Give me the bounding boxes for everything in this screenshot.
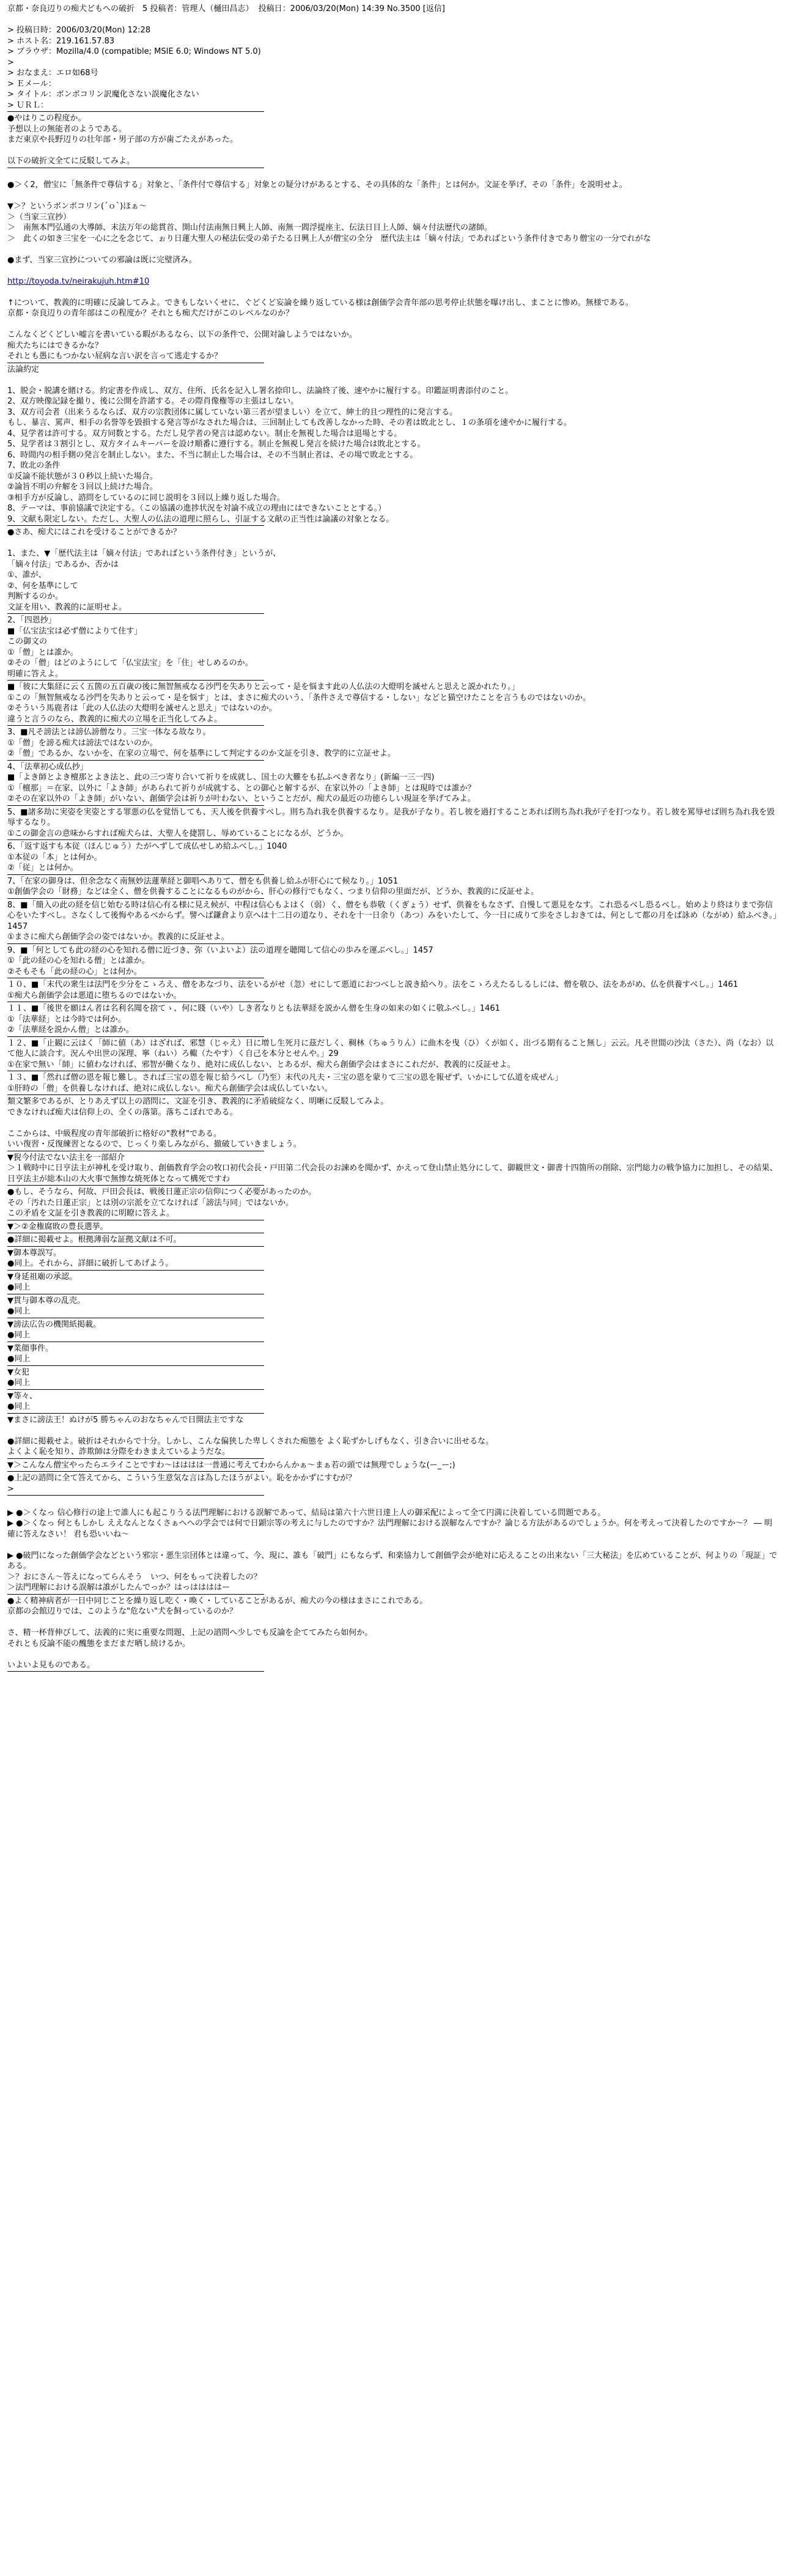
text-line [7, 191, 779, 202]
quote-line: > ブラウザ：Mozilla/4.0 (compatible; MSIE 6.0; Windows NT 5.0) [7, 47, 261, 56]
text-line: ＞１戦時中に日亨法主が神札を受け取り、創価教育学会の牧口初代会長・戸田第二代会長のお諫めを聞かず、かえって登山禁止処分にして、御観世文・御書十四箇所の削除、宗門総力の戦争協力に加担し、その結果、日亨法主が総本山の大火事で無惨な焼死体となって構死ですわ [7, 1164, 778, 1184]
text-line [7, 375, 779, 386]
text-line: ＞法門理解における誤解は誰がしたんでっか？はっははははー [7, 1583, 230, 1592]
post-section [7, 841, 779, 874]
text-line: ▶ ●＞くなっ 何ともしかし ええなんとなくさぁへへの学会では何で日顕宗等の考えに与したのですか？法門理解における誤解なんですか？論じる方法があるのでしょうか。何を考えって決着したのですか～？ ― 明確に答えなさい！ 君も恐いいね～ [7, 1519, 773, 1539]
text-line [7, 146, 779, 157]
text-line [7, 169, 779, 180]
quote-line: > ＵＲＬ： [7, 100, 49, 110]
text-line [7, 1425, 779, 1436]
text-line: ●さあ、痴犬にはこれを受けることができるか？ [7, 528, 181, 537]
text-line: ▼貫与御本尊の乱売。 [7, 1296, 85, 1305]
text-line: ●詳細に掲載せよ。根拠薄弱な証拠文献は不可。 [7, 1235, 182, 1244]
section-divider [7, 898, 264, 899]
post-section [7, 762, 779, 805]
post-section [7, 1096, 779, 1150]
section-divider [7, 525, 264, 526]
text-line: ●＞く2，僧宝に「無条件で尊信する」対象と、「条件付で尊信する」対象との疑分けがあるとする、その具体的な「条件」とは何か。文証を挙げ、その「条件」を説明せよ。 [7, 180, 627, 190]
quote-line: > Ｅメール： [7, 79, 56, 89]
text-line: ▼＞②金権腐敗の豊長選挙。 [7, 1222, 108, 1231]
reference-link-line [7, 276, 779, 287]
text-line: １３、■「然れば僧の恩を報じ難し。されば三宝の恩を報じ給うべし（乃至）末代の凡夫・三宝の恩を蒙りて三宝の恩を報ぜず、いかにして仏道を成ぜん」 [7, 1073, 563, 1082]
text-line: それとも反論不能の醜態をまだまだ晒し続けるか。 [7, 1639, 191, 1648]
text-line [7, 1649, 779, 1660]
text-line: ●同上。それから、詳細に破折してあげよう。 [7, 1259, 174, 1268]
section-divider [7, 805, 264, 806]
post-section [7, 1072, 779, 1094]
text-line: ①「法華経」とは今時では何か。 [7, 1014, 126, 1024]
text-line: ▼等々、 [7, 1391, 37, 1401]
text-line: ②そういう馬鹿者は「此の人仏法の大燈明を滅せんと思え」ではないのか。 [7, 704, 277, 713]
post-section [7, 727, 779, 759]
text-line: それとも愚にもつかない屁病な言い訳を言って逃走するか？ [7, 352, 223, 361]
text-line: １０、■「末代の衆生は法門を少分をこゝろえ、僧をあなづり、法をいるがせ（忽）せにして悪道におつべしと説き給へり。法をこゝろえたるしるしには、僧を敬ひ、法をあがめ、仏を供養すべし。」1461 [7, 980, 739, 989]
text-line: 京都・奈良辺りの青年部はこの程度か？それとも痴犬だけがこのレベルなのか？ [7, 309, 294, 318]
post-section [7, 1596, 779, 1671]
text-line [7, 1617, 779, 1628]
text-line: 予想以上の無能者のようである。 [7, 124, 127, 134]
text-line: 8、テーマは、事前協議で決定する。（この協議の進捗状況を対論不成立の理由にはできないこととする。） [7, 504, 386, 513]
text-line: ＞（当家三宣抄） [7, 212, 72, 222]
text-line: ▼＞こんなん僧宝やったらエライことですわ～はははは一普通に考えてわからんかぁ～まぁ若の頭では無理でしょうな(ー_ー;) [7, 1460, 455, 1470]
text-line: 9、文献も限定しない。ただし、大聖人の仏法の道理に照らし、引証する文献の正当性は論議の対象となる。 [7, 514, 394, 524]
section-divider [7, 1246, 264, 1247]
text-line: ▼＞？というボンボコリン(´ｏ`)ほぁ～ [7, 202, 147, 211]
text-line: ●まず、当家三宣抄についての邪論は既に完璧済み。 [7, 255, 197, 265]
text-line: ①この「無智無戒なる沙門を失ありと云って・是を悩す」とは、まさに痴犬のいう、「条件さえで尊信する・しない」などと猫空けたことを言うものではないのか。 [7, 693, 591, 703]
post-section [7, 1319, 779, 1341]
blank-line [7, 15, 779, 26]
text-line: ここからは、中級程度の青年部破折に格好の"教材"である。 [7, 1129, 221, 1139]
text-line: ■「仏宝法宝は必ず僧によりて住す」 [7, 626, 142, 636]
post-section [7, 900, 779, 943]
section-divider [7, 1413, 264, 1414]
text-line: 4、「法華初心成仏抄」 [7, 762, 88, 772]
post-section [7, 1038, 779, 1071]
text-line: 2、双方映像記録を撮り、後に公開を許諾する。その際肖像権等の主張はしない。 [7, 397, 299, 406]
text-line: 7、「在家の御身は、但余念なく南無妙法蓮華経と御唱へありて、僧をも供養し給ふが肝心にて候なり。」1051 [7, 876, 399, 886]
section-divider [7, 760, 264, 761]
text-line: ●同上 [7, 1354, 31, 1364]
post-section [7, 980, 779, 1001]
text-line: ②その在家以外の「よき師」がいない、創価学会は祈りが叶わない、ということだが、痴犬の最近の功徳らしい現証を挙げてみよ。 [7, 794, 476, 803]
text-line: さ、精一杯背伸びして、法義的に実に重要な問題、上記の諮問へ少しでも反論を企ててみたら如何か。 [7, 1628, 373, 1637]
text-line: できなければ痴犬は信仰上の、全くの落第。落ちこぼれである。 [7, 1107, 238, 1117]
post-section [7, 1391, 779, 1412]
quote-line: > ホスト名：219.161.57.83 [7, 36, 115, 46]
text-line: ▶ ●破門になった創価学会などという邪宗・悪生宗団体とは違って、今、現に、誰も「破門」にもならず、和楽協力して創価学会が絶対に応えることの出来ない「三大秘法」を広めていることが、何よりの「現証」である。 [7, 1551, 778, 1571]
text-line [7, 1118, 779, 1129]
text-line: ▼謗法広告の機関紙掲載。 [7, 1319, 101, 1329]
text-line: ●詳細に掲載せよ。破折はそれからで十分。しかし、こんな偏狭した卑しくされた痴態を よく恥ずかしげもなく、引き合いに出せるな。 [7, 1436, 494, 1446]
section-divider [7, 111, 264, 112]
text-line: この矛盾を文証を引き教義的に明瞭に答えよ。 [7, 1209, 175, 1218]
text-line: ▼猊今付法でない法主を一部紹介 [7, 1153, 125, 1162]
post-section [7, 876, 779, 898]
text-line: ①、誰が、 [7, 570, 46, 580]
section-divider [7, 1365, 264, 1366]
text-line [7, 538, 779, 549]
section-divider [7, 1270, 264, 1271]
section-divider [7, 1185, 264, 1186]
post-header: 京都・奈良辺りの痴犬どもへの破折 5 投稿者：管理人（樋田昌志） 投稿日：2006/03/20(Mon) 14:39 No.3500 [返信] [7, 4, 445, 13]
text-line: ①本従の「本」とは何か。 [7, 852, 102, 862]
text-line: こんなくどくどしい嘘言を書いている暇があるなら、以下の条件で、公開対論しようではないか。 [7, 330, 357, 339]
post-section [7, 1003, 779, 1036]
section-divider [7, 725, 264, 726]
text-line [7, 1540, 779, 1551]
text-line: ①「此の経の心を知れる僧」とは誰か。 [7, 956, 150, 965]
section-divider [7, 1471, 264, 1472]
text-line: ●同上 [7, 1378, 31, 1387]
text-line: いい復習・反復練習となるので、じっくり楽しみながら、撤破していきましょう。 [7, 1140, 301, 1149]
text-line: > [7, 1484, 14, 1494]
text-line: ▼まさに謗法王！ぬけが5 勝ちゃんのおなちゃんで日開法主ですな [7, 1415, 244, 1425]
post-section [7, 527, 779, 613]
text-line: もし、暴言、罵声、相手の名誉等を毀損する発言等がなされた場合は、三回制止しても改善しなかった時、その者は敗北とし、１の条項を速やかに履行する。 [7, 418, 572, 427]
text-line: １１、■「後世を願はん者は名利名聞を捨てゝ、何に賤（いや）しき者なりとも法華経を説かん僧を生身の如来の如くに敬ふべし。」1461 [7, 1004, 500, 1013]
text-line [7, 319, 779, 330]
text-line: ②、何を基準にして [7, 581, 78, 591]
text-line: ▼業顔事件。 [7, 1343, 53, 1353]
text-line: ●上記の諮問に全て答えてから、こういう生意気な言は為したほうがよい。恥をかかずにすむが？ [7, 1474, 356, 1483]
post-section [7, 1460, 779, 1471]
text-line [7, 1497, 779, 1508]
text-line: 9、■「何としても此の経の心を知れる僧に近づき、弥（いよいよ）法の道理を聴聞して信心の歩みを運ぶべし。」1457 [7, 945, 433, 955]
post-section [7, 1497, 779, 1593]
section-divider [7, 1458, 264, 1459]
text-line: ①「檀那」＝在家、以外に「よき師」があられて祈りが成就する、との御心と解するが、在家以外の「よき師」とは現時では誰か？ [7, 783, 476, 793]
text-line: ①「僧」とは誰か。 [7, 648, 78, 657]
text-line [7, 287, 779, 298]
text-line: 5、見学者は３割引とし、双方タイムキーパーを設け順番に遵行する。制止を無視し発言を続けた場合は敗北とする。 [7, 440, 426, 449]
text-line: ●もし、そうなら、何故、戸田会長は、戦後日蓮正宗の信仰につく必要があったのか。 [7, 1187, 316, 1197]
text-line: ①「僧」を謗る痴犬は謗法ではないのか。 [7, 738, 158, 748]
post-section [7, 1222, 779, 1233]
section-divider [7, 1594, 264, 1595]
text-line: ①この御金言の意味からすれば痴犬らは、大聖人を捷罰し、辱めていることになるが、どうか。 [7, 829, 348, 838]
post-section [7, 364, 779, 525]
text-line: ②「法華経を説かん僧」とは誰か。 [7, 1025, 134, 1035]
text-line: ▼御本尊誤写。 [7, 1248, 61, 1258]
text-line: 6、時間内の相手側の発言を制止しない。また、不当に制止した場合は、その不当制止者は、その場で敗北とする。 [7, 450, 418, 460]
section-divider [7, 680, 264, 681]
quote-line: > 投稿日時：2006/03/20(Mon) 12:28 [7, 26, 151, 35]
text-line: 2、「四恩抄」 [7, 616, 56, 625]
text-line: ＞ 此くの如き三宝を一心に之を念じて、ぉり日蓮大聖人の秘法伝受の弟子たる日興上人が僧宝の全分 歴代法主は「嫡々付法」であればという条件付きであり僧宝の一分でれがな [7, 234, 651, 243]
text-line: １２、■「止観に云はく「師に値（あ）はざれば、邪慧（じゃえ）日に増し生死月に茲だしく、稠林（ちゅうりん）に曲木を曳（ひ）くが如く、出づる期有ること無し」云云。凡そ世間の沙汰（さた）、尚（なお）以て他人に談合す。況んや出世の深理、寧（ねい）ろ輙（たやす）く自己を本分とせんや。」29 [7, 1038, 774, 1058]
text-line: ●同上 [7, 1330, 31, 1340]
text-line: 8、■「簡入の此の経を信じ始むる時は信心有る様に見え候が、中程は信心もよはく（弱）く、僧をも恭敬（くぎょう）せず、供養をもなさず、自慢して悪見をなす。これ恐るべし恐るべし。始めより終はりまで弥信心をいたすべし。さなくして後悔やあるべからず。譬へば鎌倉より京へは十二日の道なり、それを十一日余り（あつ）みをいたして、今一日に成りて歩をさしおきては、何として都の月をば詠め（ながめ）給ふべき。」1457 [7, 900, 777, 931]
post-section [7, 807, 779, 840]
text-line: 文証を用い、教義的に証明せよ。 [7, 602, 127, 612]
text-line: まだ東京や長野辺りの壮年部・男子部の方が歯ごたえがあった。 [7, 135, 238, 144]
section-divider [7, 1389, 264, 1390]
text-line: 京都の会館辺りでは、このような"危ない"犬を飼っているのか？ [7, 1607, 237, 1616]
text-line: ●同上 [7, 1402, 31, 1411]
text-line: 判断するのか。 [7, 592, 64, 601]
section-divider [7, 943, 264, 944]
text-line: 6、「返す返すも本従（ほんじゅう）たがへずして成仏せしめ給ふべし。」1040 [7, 842, 287, 851]
text-line: 法論約定 [7, 364, 40, 374]
post-section [7, 945, 779, 978]
text-line: ②その「僧」はどのようにして「仏宝法宝」を「住」せしめるのか。 [7, 659, 253, 668]
text-line: 7、敗北の条件 [7, 461, 61, 470]
text-line: ①まさに痴犬ら創価学会の姿ではないか。教義的に反証せよ。 [7, 932, 229, 942]
text-line: ■「よき師とよき檀那とよき法と、此の三つ寄り合いて祈りを成就し、国土の大難をも払ふべき者なり」(新編一三一四) [7, 773, 435, 782]
text-line [7, 265, 779, 276]
text-line: 1、脱会・脱講を賭ける。約定書を作成し、双方、住所、氏名を記入し署名捺印し、法論終了後、速やかに履行する。印鑑証明書添付のこと。 [7, 386, 514, 396]
quote-line: > [7, 57, 14, 67]
text-line: ＞ 南無本門弘通の大導師、末法万年の総貫首、開山付法南無日興上人師、南無一閻浮提座主、伝法日目上人師、嫡々付法歴代の諸師。 [7, 223, 493, 232]
post-section [7, 169, 779, 362]
quote-line: > おなまえ：エロ如68号 [7, 68, 98, 78]
text-line: いよいよ見ものである。 [7, 1660, 95, 1670]
section-divider [7, 874, 264, 875]
text-line: ●やはりこの程度か。 [7, 114, 86, 123]
text-line: ●同上 [7, 1283, 31, 1292]
text-line: ■「彼に大集経に云く五箇の五百歳の後に無智無戒なる沙門を失ありと云って・是を悩ます此の人仏法の大燈明を滅せんと思えと説かれたり。」 [7, 682, 520, 692]
text-line: 類文繁多であるが、とりあえず以上の諮問に、文証を引き、教義的に矛盾破綻なく、明晰に反駁してみよ。 [7, 1097, 389, 1106]
text-line: ▶ ●＞くなっ 信心修行の途上で誰人にも起こりうる法門理解における誤解であって、結局は第六十六世日達上人の御采配によって全て円満に決着している問題である。 [7, 1508, 606, 1518]
text-line: 5、■諸多劫に実姿を実姿とする罪悪の仏を覚悟しても、天人後を供養すべし。則ち為れ我を供養するなり。是我が子なり。若し彼を過打することあれば則ち為れ我が子を打つなり。若し彼を罵辱せば則ち為れ我を毀辱するなり。 [7, 807, 775, 827]
text-line: この御文の [7, 637, 48, 646]
text-line: 3、双方司会者（出来うるならば、双方の宗教団体に属していない第三者が望ましい）を立て、紳士的且つ理性的に発言する。 [7, 407, 458, 417]
text-line: ▼身延祖廟の承認。 [7, 1272, 77, 1282]
text-line: ②「僧」であるか、ないかを、在家の立場で、何を基準にして判定するのか文証を引き、教学的に立証せよ。 [7, 749, 396, 758]
section-divider [7, 1094, 264, 1095]
post-section [7, 1367, 779, 1389]
section-divider [7, 1671, 264, 1672]
text-line: ②「従」とは何か。 [7, 863, 78, 873]
post-section [7, 682, 779, 725]
post-section [7, 1296, 779, 1317]
text-line [7, 244, 779, 255]
text-line: 1、また、▼「歴代法主は「嫡々付法」であればという条件付き」というが、 [7, 549, 281, 558]
post-section [7, 1473, 779, 1494]
text-line: ●よく精神病者が一日中同じことを繰り返し吃く・喚く・していることがあるが、痴犬の今の様はまさにこれである。 [7, 1596, 428, 1606]
post-section [7, 1415, 779, 1458]
text-line: 3、■凡そ謗法とは謗仏謗僧なり。三宝一体なる故なり。 [7, 728, 211, 737]
text-line: ①創価学会の「財務」などは全く、僧を供養することになるものがから、肝心の修行でもなく、つまり信仰の里面だが、どうか、教義的に反証せよ。 [7, 887, 539, 896]
text-line: ①痴犬ら創価学会は悪道に堕ちるのではないか。 [7, 991, 182, 1000]
post-section [7, 1248, 779, 1269]
quote-line: > タイトル：ボンボコリン訳魔化さない誤魔化さない [7, 90, 199, 99]
text-line: ③相手方が反論し、諮問をしているのに同じ説明を３回以上繰り返した場合。 [7, 493, 285, 503]
post-section [7, 615, 779, 679]
text-line: 痴犬たちにはできるかな？ [7, 341, 103, 350]
section-divider [7, 1036, 264, 1037]
text-line: ①在家で無い「師」に値わなければ、邪智が働くなり、絶対に成仏しない、とあるが、痴犬ら創価学会はまさにこれだが、教義的に反証せよ。 [7, 1060, 515, 1069]
text-line: ②論旨不明の弁解を３回以上続けた場合。 [7, 482, 158, 492]
text-line: ↑について、教義的に明確に反論してみよ。できもしないくせに、ぐどくど妄論を繰り返している様は創価学会青年部の思考停止状態を曝け出し、まことに惨め。無様である。 [7, 298, 633, 308]
post-section [7, 113, 779, 167]
text-line: 「嫡々付法」であるか、否かは [7, 559, 119, 569]
text-line: 4、見学者は許可する。双方同数とする。ただし見学者の発言は認めない。制止を無視した場合は退場とする。 [7, 429, 402, 438]
reference-link[interactable]: http://toyoda.tv/neirakujuh.htm#10 [7, 276, 150, 286]
text-line: ▼女犯 [7, 1367, 29, 1377]
text-line: 明確に答えよ。 [7, 669, 64, 679]
post-section [7, 1153, 779, 1185]
text-line: 違うと言うのなら、教義的に痴犬の立場を正当化してみよ。 [7, 714, 223, 724]
post-section [7, 1187, 779, 1219]
text-line: その「汚れた日蓮正宗」とは別の宗派を立てなければ「謗法与同」ではないか。 [7, 1198, 294, 1208]
text-line: ②そもそも「此の経の心」とは何か。 [7, 967, 142, 976]
post-section [7, 1343, 779, 1365]
text-line: ＞？おにさん～答えになってらんそう いつ、何をもって決着したの？ [7, 1572, 262, 1582]
text-line: よくよく恥を知り、詐欺師は分際をわきまえているようだな。 [7, 1447, 230, 1456]
section-divider [7, 613, 264, 614]
text-line: ●同上 [7, 1307, 31, 1316]
text-line: ①肝時の「僧」を供養しなければ、絶対に成仏しない。痴犬ら創価学会は成仏していない。 [7, 1083, 333, 1093]
post-section [7, 1234, 779, 1246]
post-section [7, 1272, 779, 1293]
text-line: ①反論不能状態が３０秒以上続いた場合。 [7, 471, 158, 481]
text-line: 以下の破折文全てに反駁してみよ。 [7, 157, 135, 166]
section-divider [7, 1495, 264, 1496]
